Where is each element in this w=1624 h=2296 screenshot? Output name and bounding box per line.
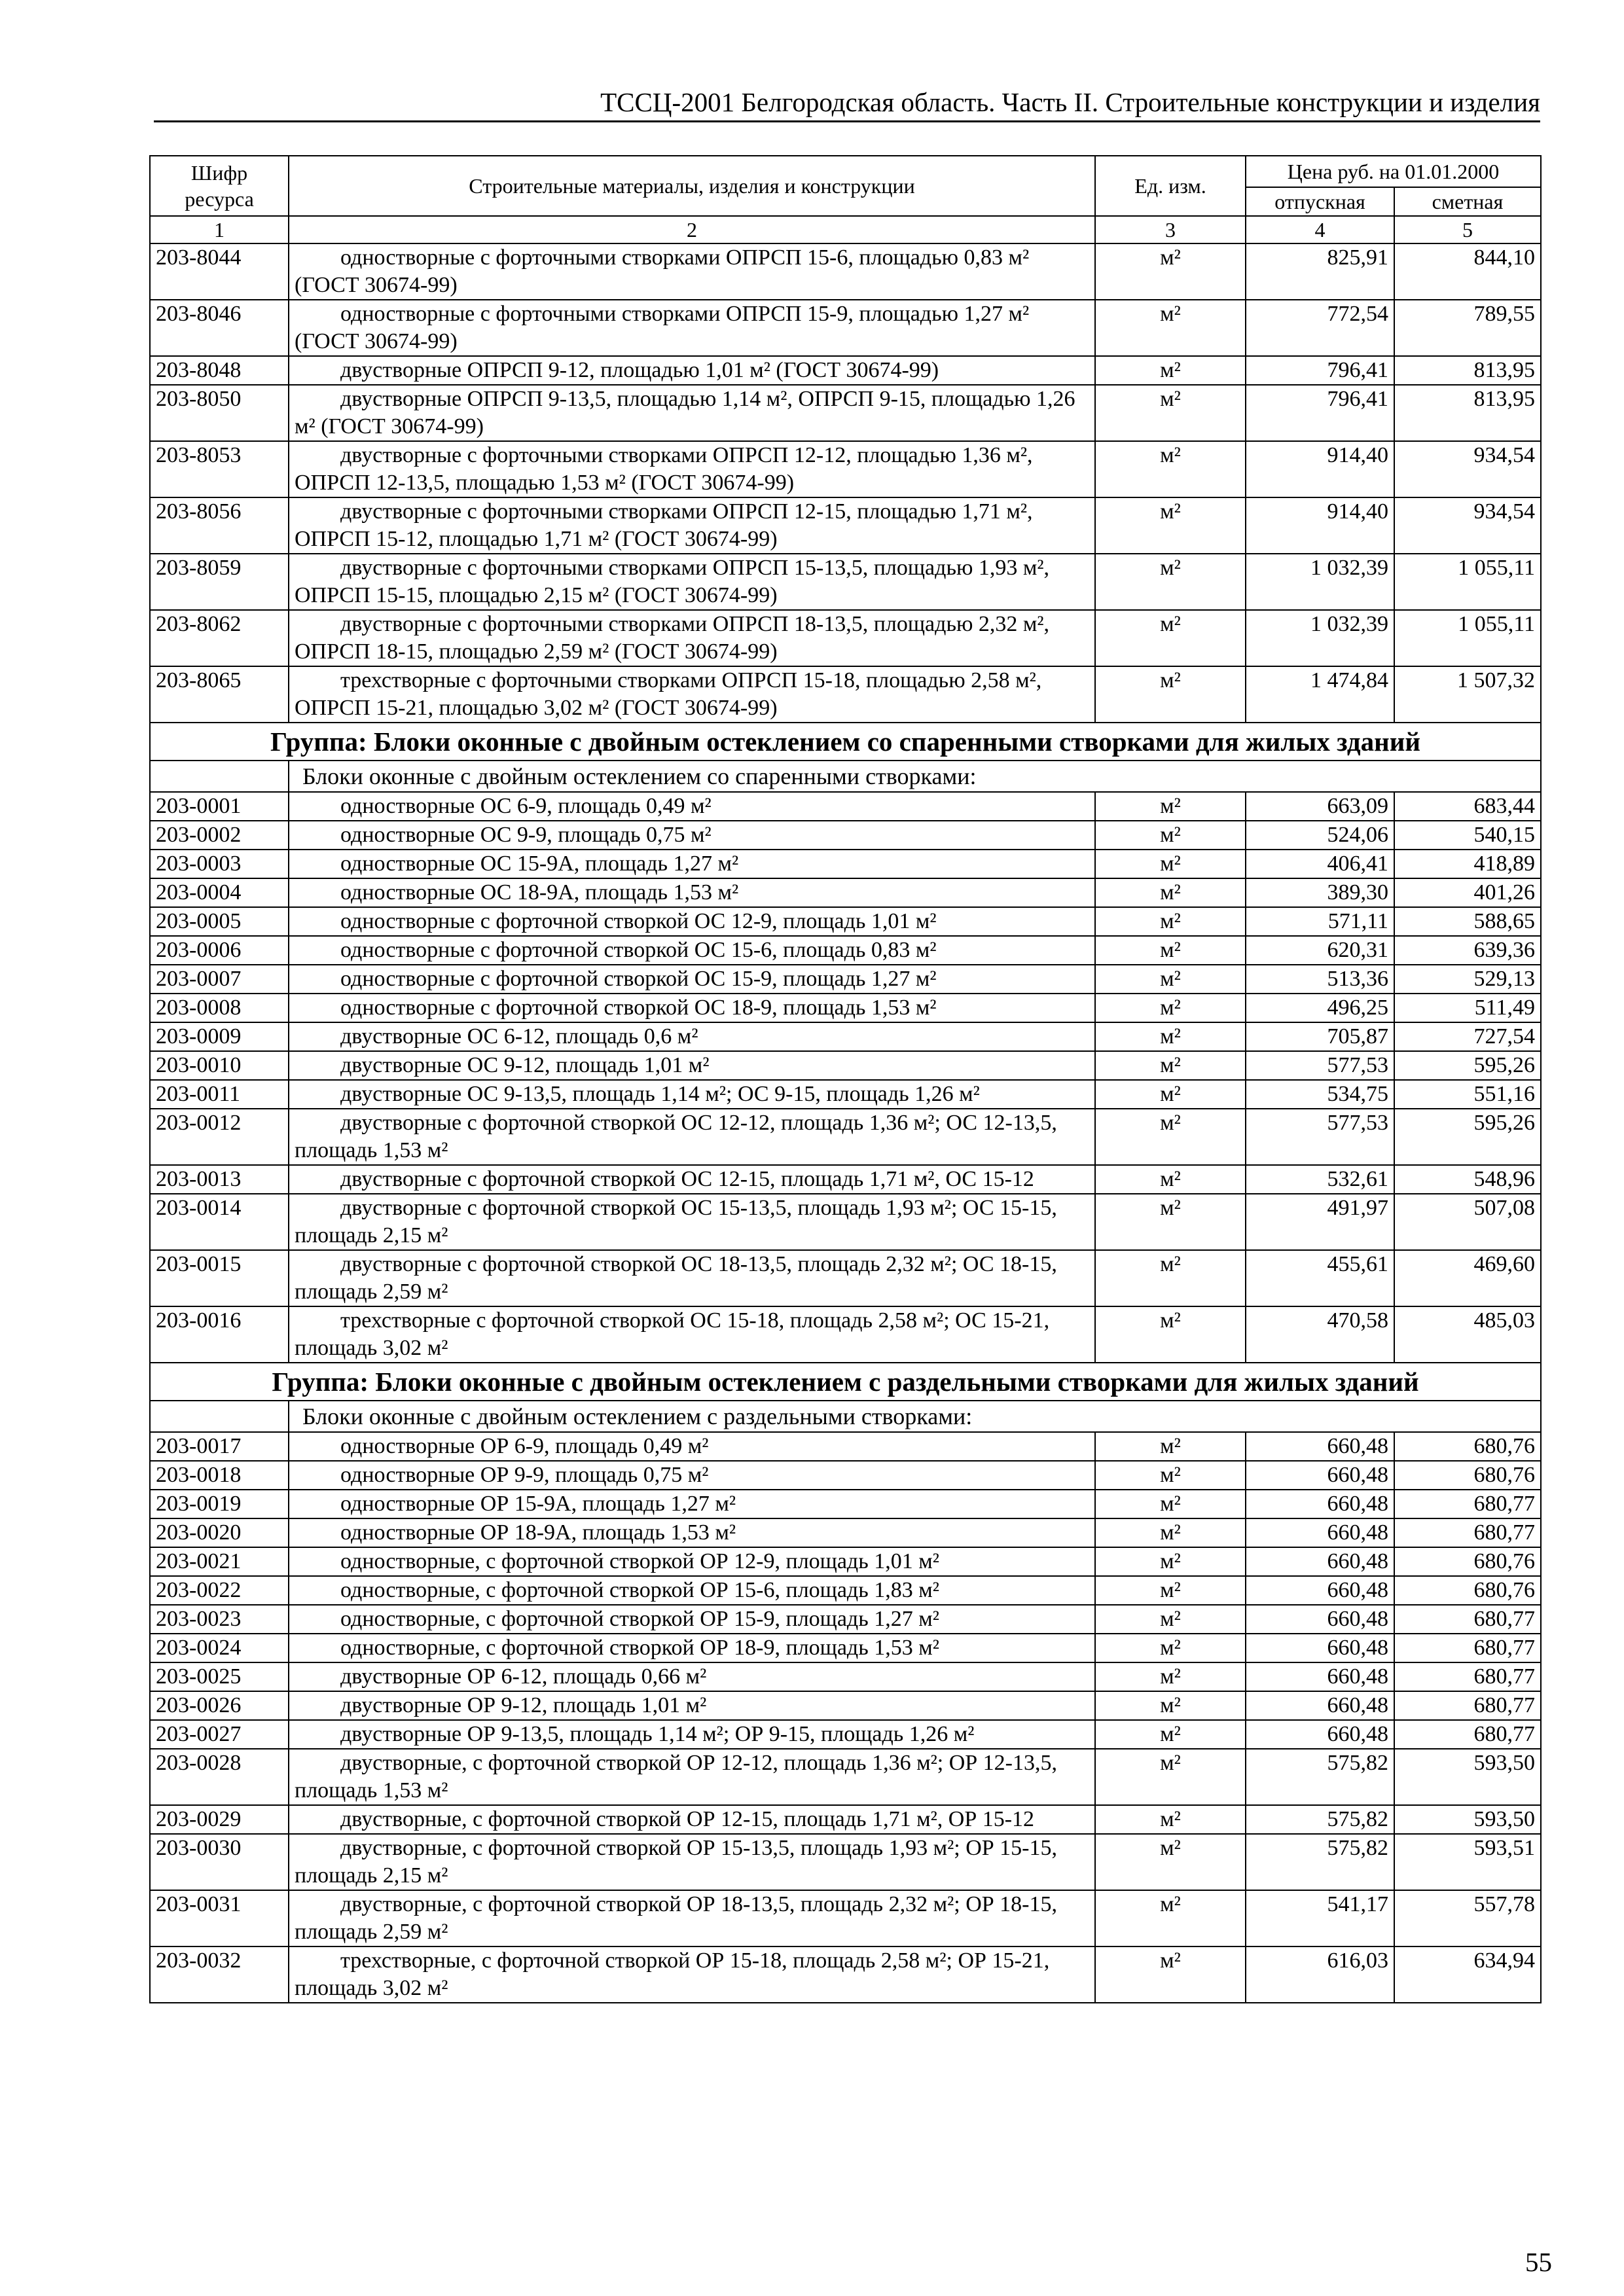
table-row [150,1306,1541,1363]
resource-code: 203-8065 [150,666,289,723]
estimate-price: 1 055,11 [1394,610,1541,666]
estimate-price: 844,10 [1394,243,1541,300]
material-name: одностворные ОР 6-9, площадь 0,49 м² [289,1432,1095,1461]
release-price: 914,40 [1246,441,1394,497]
group-heading-row [150,1363,1541,1401]
unit-of-measure: м² [1095,1634,1246,1662]
resource-code: 203-0020 [150,1518,289,1547]
unit-of-measure: м² [1095,300,1246,356]
estimate-price: 813,95 [1394,356,1541,385]
estimate-price: 418,89 [1394,850,1541,878]
resource-code: 203-0015 [150,1250,289,1306]
unit-of-measure: м² [1095,554,1246,610]
estimate-price: 540,15 [1394,821,1541,850]
estimate-price: 813,95 [1394,385,1541,441]
resource-code: 203-8050 [150,385,289,441]
estimate-price: 557,78 [1394,1890,1541,1946]
material-name: двустворные ОР 9-13,5, площадь 1,14 м²; ОР 9-15, площадь 1,26 м² [289,1720,1095,1749]
unit-of-measure: м² [1095,1946,1246,2003]
estimate-price: 680,77 [1394,1490,1541,1518]
unit-of-measure: м² [1095,1518,1246,1547]
estimate-price: 680,77 [1394,1518,1541,1547]
unit-of-measure: м² [1095,441,1246,497]
release-price: 1 032,39 [1246,554,1394,610]
header-col-number: 4 [1246,216,1394,243]
price-table [149,155,1542,2003]
table-row [150,792,1541,821]
table-row [150,1576,1541,1605]
material-name: одностворные ОС 6-9, площадь 0,49 м² [289,792,1095,821]
empty-cell [150,761,289,792]
table-row [150,821,1541,850]
resource-code: 203-0006 [150,936,289,965]
table-row [150,1022,1541,1051]
header-estimate: сметная [1394,187,1541,216]
unit-of-measure: м² [1095,610,1246,666]
release-price: 616,03 [1246,1946,1394,2003]
release-price: 577,53 [1246,1109,1394,1165]
release-price: 532,61 [1246,1165,1394,1194]
header-col-number: 2 [289,216,1095,243]
resource-code: 203-0029 [150,1805,289,1834]
resource-code: 203-0005 [150,907,289,936]
resource-code: 203-8046 [150,300,289,356]
material-name: двустворные, с форточной створкой ОР 18-13,5, площадь 2,32 м²; ОР 18-15, площадь 2,59 м² [289,1890,1095,1946]
material-name: одностворные с форточной створкой ОС 18-9, площадь 1,53 м² [289,994,1095,1022]
resource-code: 203-0024 [150,1634,289,1662]
release-price: 577,53 [1246,1051,1394,1080]
material-name: одностворные с форточной створкой ОС 12-9, площадь 1,01 м² [289,907,1095,936]
estimate-price: 680,76 [1394,1461,1541,1490]
release-price: 491,97 [1246,1194,1394,1250]
material-name: двустворные ОР 6-12, площадь 0,66 м² [289,1662,1095,1691]
release-price: 660,48 [1246,1518,1394,1547]
release-price: 796,41 [1246,356,1394,385]
material-name: одностворные с форточной створкой ОС 15-6, площадь 0,83 м² [289,936,1095,965]
estimate-price: 529,13 [1394,965,1541,994]
resource-code: 203-0031 [150,1890,289,1946]
resource-code: 203-0021 [150,1547,289,1576]
estimate-price: 551,16 [1394,1080,1541,1109]
resource-code: 203-0001 [150,792,289,821]
table-row [150,994,1541,1022]
table-row [150,243,1541,300]
material-name: двустворные ОПРСП 9-12, площадью 1,01 м² (ГОСТ 30674-99) [289,356,1095,385]
material-name: двустворные, с форточной створкой ОР 12-15, площадь 1,71 м², ОР 15-12 [289,1805,1095,1834]
material-name: двустворные с форточными створками ОПРСП 12-15, площадью 1,71 м², ОПРСП 15-12, площадью 1,71 м² (ГОСТ 30674-99) [289,497,1095,554]
estimate-price: 680,77 [1394,1634,1541,1662]
release-price: 705,87 [1246,1022,1394,1051]
material-name: двустворные с форточной створкой ОС 12-12, площадь 1,36 м²; ОС 12-13,5, площадь 1,53 м² [289,1109,1095,1165]
table-row [150,300,1541,356]
table-row [150,1605,1541,1634]
material-name: одностворные, с форточной створкой ОР 15-6, площадь 1,83 м² [289,1576,1095,1605]
table-row [150,1518,1541,1547]
material-name: двустворные, с форточной створкой ОР 12-12, площадь 1,36 м²; ОР 12-13,5, площадь 1,53 м² [289,1749,1095,1805]
table-body-group-1 [150,792,1541,1363]
estimate-price: 401,26 [1394,878,1541,907]
estimate-price: 511,49 [1394,994,1541,1022]
resource-code: 203-0018 [150,1461,289,1490]
resource-code: 203-0030 [150,1834,289,1890]
resource-code: 203-8044 [150,243,289,300]
unit-of-measure: м² [1095,243,1246,300]
unit-of-measure: м² [1095,878,1246,907]
release-price: 496,25 [1246,994,1394,1022]
unit-of-measure: м² [1095,1691,1246,1720]
material-name: одностворные с форточными створками ОПРСП 15-9, площадью 1,27 м² (ГОСТ 30674-99) [289,300,1095,356]
group-heading-row [150,723,1541,761]
release-price: 571,11 [1246,907,1394,936]
resource-code: 203-0019 [150,1490,289,1518]
resource-code: 203-0009 [150,1022,289,1051]
estimate-price: 485,03 [1394,1306,1541,1363]
resource-code: 203-8053 [150,441,289,497]
unit-of-measure: м² [1095,1720,1246,1749]
release-price: 660,48 [1246,1662,1394,1691]
table-row [150,356,1541,385]
unit-of-measure: м² [1095,1890,1246,1946]
table-row [150,1194,1541,1250]
release-price: 575,82 [1246,1805,1394,1834]
unit-of-measure: м² [1095,1109,1246,1165]
estimate-price: 1 507,32 [1394,666,1541,723]
material-name: одностворные ОР 18-9А, площадь 1,53 м² [289,1518,1095,1547]
estimate-price: 469,60 [1394,1250,1541,1306]
release-price: 660,48 [1246,1490,1394,1518]
release-price: 660,48 [1246,1547,1394,1576]
release-price: 470,58 [1246,1306,1394,1363]
table-body-top [150,243,1541,723]
header-release: отпускная [1246,187,1394,216]
release-price: 1 032,39 [1246,610,1394,666]
estimate-price: 1 055,11 [1394,554,1541,610]
release-price: 389,30 [1246,878,1394,907]
unit-of-measure: м² [1095,965,1246,994]
unit-of-measure: м² [1095,1576,1246,1605]
release-price: 772,54 [1246,300,1394,356]
table-row [150,1691,1541,1720]
material-name: одностворные с форточными створками ОПРСП 15-6, площадью 0,83 м² (ГОСТ 30674-99) [289,243,1095,300]
material-name: одностворные ОР 15-9А, площадь 1,27 м² [289,1490,1095,1518]
unit-of-measure: м² [1095,385,1246,441]
material-name: одностворные ОР 9-9, площадь 0,75 м² [289,1461,1095,1490]
unit-of-measure: м² [1095,1805,1246,1834]
estimate-price: 588,65 [1394,907,1541,936]
resource-code: 203-0008 [150,994,289,1022]
table-row [150,878,1541,907]
release-price: 660,48 [1246,1634,1394,1662]
resource-code: 203-0003 [150,850,289,878]
table-row [150,610,1541,666]
table-row [150,385,1541,441]
estimate-price: 934,54 [1394,497,1541,554]
estimate-price: 507,08 [1394,1194,1541,1250]
unit-of-measure: м² [1095,850,1246,878]
unit-of-measure: м² [1095,1834,1246,1890]
table-row [150,1432,1541,1461]
table-row [150,1749,1541,1805]
release-price: 455,61 [1246,1250,1394,1306]
material-name: трехстворные с форточными створками ОПРСП 15-18, площадью 2,58 м², ОПРСП 15-21, площадью 3,02 м² (ГОСТ 30674-99) [289,666,1095,723]
empty-cell [150,1401,289,1432]
resource-code: 203-0027 [150,1720,289,1749]
material-name: двустворные ОС 6-12, площадь 0,6 м² [289,1022,1095,1051]
material-name: двустворные с форточными створками ОПРСП 15-13,5, площадью 1,93 м², ОПРСП 15-15, площадью 2,15 м² (ГОСТ 30674-99) [289,554,1095,610]
estimate-price: 683,44 [1394,792,1541,821]
estimate-price: 680,76 [1394,1432,1541,1461]
unit-of-measure: м² [1095,666,1246,723]
resource-code: 203-0011 [150,1080,289,1109]
material-name: двустворные ОС 9-12, площадь 1,01 м² [289,1051,1095,1080]
material-name: одностворные, с форточной створкой ОР 18-9, площадь 1,53 м² [289,1634,1095,1662]
running-head: ТССЦ-2001 Белгородская область. Часть II. Строительные конструкции и изделия [154,86,1540,122]
table-row [150,1547,1541,1576]
material-name: трехстворные, с форточной створкой ОР 15-18, площадь 2,58 м²; ОР 15-21, площадь 3,02 м² [289,1946,1095,2003]
material-name: двустворные ОПРСП 9-13,5, площадью 1,14 м², ОПРСП 9-15, площадью 1,26 м² (ГОСТ 30674-99) [289,385,1095,441]
release-price: 660,48 [1246,1461,1394,1490]
material-name: одностворные ОС 18-9А, площадь 1,53 м² [289,878,1095,907]
unit-of-measure: м² [1095,1461,1246,1490]
material-name: одностворные, с форточной створкой ОР 15-9, площадь 1,27 м² [289,1605,1095,1634]
header-col-number: 3 [1095,216,1246,243]
unit-of-measure: м² [1095,497,1246,554]
unit-of-measure: м² [1095,1749,1246,1805]
header-col-number: 1 [150,216,289,243]
estimate-price: 639,36 [1394,936,1541,965]
header-col-number: 5 [1394,216,1541,243]
resource-code: 203-0012 [150,1109,289,1165]
table-body-group-2 [150,1432,1541,2003]
release-price: 575,82 [1246,1749,1394,1805]
material-name: двустворные с форточной створкой ОС 12-15, площадь 1,71 м², ОС 15-12 [289,1165,1095,1194]
resource-code: 203-0026 [150,1691,289,1720]
unit-of-measure: м² [1095,907,1246,936]
material-name: двустворные с форточной створкой ОС 18-13,5, площадь 2,32 м²; ОС 18-15, площадь 2,59 м² [289,1250,1095,1306]
unit-of-measure: м² [1095,1250,1246,1306]
material-name: одностворные, с форточной створкой ОР 12-9, площадь 1,01 м² [289,1547,1095,1576]
unit-of-measure: м² [1095,1662,1246,1691]
resource-code: 203-8062 [150,610,289,666]
release-price: 541,17 [1246,1890,1394,1946]
release-price: 534,75 [1246,1080,1394,1109]
estimate-price: 595,26 [1394,1109,1541,1165]
subheading-row [150,761,1541,792]
table-row [150,666,1541,723]
release-price: 660,48 [1246,1605,1394,1634]
unit-of-measure: м² [1095,1605,1246,1634]
resource-code: 203-8048 [150,356,289,385]
unit-of-measure: м² [1095,936,1246,965]
unit-of-measure: м² [1095,356,1246,385]
material-name: двустворные ОС 9-13,5, площадь 1,14 м²; ОС 9-15, площадь 1,26 м² [289,1080,1095,1109]
unit-of-measure: м² [1095,1080,1246,1109]
header-name: Строительные материалы, изделия и конструкции [289,156,1095,216]
table-header [150,156,1541,243]
release-price: 524,06 [1246,821,1394,850]
unit-of-measure: м² [1095,994,1246,1022]
page-number: 55 [1525,2247,1552,2277]
estimate-price: 593,50 [1394,1749,1541,1805]
unit-of-measure: м² [1095,1194,1246,1250]
material-name: двустворные с форточными створками ОПРСП 12-12, площадью 1,36 м², ОПРСП 12-13,5, площадью 1,53 м² (ГОСТ 30674-99) [289,441,1095,497]
table-row [150,497,1541,554]
table-row [150,1461,1541,1490]
table-row [150,1109,1541,1165]
group-title: Группа: Блоки оконные с двойным остеклением со спаренными створками для жилых зданий [150,723,1541,761]
resource-code: 203-0013 [150,1165,289,1194]
resource-code: 203-0023 [150,1605,289,1634]
estimate-price: 680,77 [1394,1605,1541,1634]
estimate-price: 934,54 [1394,441,1541,497]
estimate-price: 789,55 [1394,300,1541,356]
group-subheading: Блоки оконные с двойным остеклением со спаренными створками: [289,761,1541,792]
resource-code: 203-0002 [150,821,289,850]
group-title: Группа: Блоки оконные с двойным остеклением с раздельными створками для жилых зданий [150,1363,1541,1401]
resource-code: 203-0017 [150,1432,289,1461]
group-2 [150,1363,1541,1432]
resource-code: 203-0010 [150,1051,289,1080]
table-row [150,1634,1541,1662]
material-name: двустворные с форточной створкой ОС 15-13,5, площадь 1,93 м²; ОС 15-15, площадь 2,15 м² [289,1194,1095,1250]
resource-code: 203-0014 [150,1194,289,1250]
release-price: 825,91 [1246,243,1394,300]
table-row [150,1250,1541,1306]
unit-of-measure: м² [1095,1165,1246,1194]
table-row [150,1165,1541,1194]
estimate-price: 727,54 [1394,1022,1541,1051]
material-name: одностворные с форточной створкой ОС 15-9, площадь 1,27 м² [289,965,1095,994]
resource-code: 203-0025 [150,1662,289,1691]
table-row [150,936,1541,965]
unit-of-measure: м² [1095,1051,1246,1080]
table-row [150,907,1541,936]
resource-code: 203-0004 [150,878,289,907]
release-price: 914,40 [1246,497,1394,554]
unit-of-measure: м² [1095,1490,1246,1518]
material-name: трехстворные с форточной створкой ОС 15-18, площадь 2,58 м²; ОС 15-21, площадь 3,02 м² [289,1306,1095,1363]
release-price: 663,09 [1246,792,1394,821]
estimate-price: 634,94 [1394,1946,1541,2003]
estimate-price: 595,26 [1394,1051,1541,1080]
resource-code: 203-0022 [150,1576,289,1605]
table-row [150,1662,1541,1691]
resource-code: 203-8059 [150,554,289,610]
release-price: 575,82 [1246,1834,1394,1890]
release-price: 406,41 [1246,850,1394,878]
resource-code: 203-0032 [150,1946,289,2003]
table-row [150,554,1541,610]
resource-code: 203-8056 [150,497,289,554]
estimate-price: 593,50 [1394,1805,1541,1834]
table-row [150,965,1541,994]
release-price: 660,48 [1246,1691,1394,1720]
release-price: 660,48 [1246,1432,1394,1461]
resource-code: 203-0007 [150,965,289,994]
estimate-price: 548,96 [1394,1165,1541,1194]
table-row [150,1946,1541,2003]
estimate-price: 680,76 [1394,1547,1541,1576]
resource-code: 203-0028 [150,1749,289,1805]
release-price: 1 474,84 [1246,666,1394,723]
resource-code: 203-0016 [150,1306,289,1363]
subheading-row [150,1401,1541,1432]
table-row [150,1051,1541,1080]
group-subheading: Блоки оконные с двойным остеклением с раздельными створками: [289,1401,1541,1432]
header-unit: Ед. изм. [1095,156,1246,216]
unit-of-measure: м² [1095,792,1246,821]
material-name: двустворные ОР 9-12, площадь 1,01 м² [289,1691,1095,1720]
unit-of-measure: м² [1095,1432,1246,1461]
unit-of-measure: м² [1095,1547,1246,1576]
release-price: 513,36 [1246,965,1394,994]
table-row [150,1720,1541,1749]
release-price: 660,48 [1246,1576,1394,1605]
unit-of-measure: м² [1095,1022,1246,1051]
estimate-price: 680,77 [1394,1662,1541,1691]
estimate-price: 680,77 [1394,1720,1541,1749]
release-price: 620,31 [1246,936,1394,965]
unit-of-measure: м² [1095,1306,1246,1363]
material-name: одностворные ОС 15-9А, площадь 1,27 м² [289,850,1095,878]
release-price: 660,48 [1246,1720,1394,1749]
table-row [150,1490,1541,1518]
table-row [150,1834,1541,1890]
header-code: Шифр ресурса [150,156,289,216]
table-row [150,1080,1541,1109]
estimate-price: 593,51 [1394,1834,1541,1890]
table-row [150,1805,1541,1834]
estimate-price: 680,77 [1394,1691,1541,1720]
table-row [150,850,1541,878]
table-row [150,441,1541,497]
unit-of-measure: м² [1095,821,1246,850]
table-row [150,1890,1541,1946]
group-1 [150,723,1541,792]
material-name: одностворные ОС 9-9, площадь 0,75 м² [289,821,1095,850]
estimate-price: 680,76 [1394,1576,1541,1605]
material-name: двустворные с форточными створками ОПРСП 18-13,5, площадью 2,32 м², ОПРСП 18-15, площадью 2,59 м² (ГОСТ 30674-99) [289,610,1095,666]
material-name: двустворные, с форточной створкой ОР 15-13,5, площадь 1,93 м²; ОР 15-15, площадь 2,15 м² [289,1834,1095,1890]
header-price: Цена руб. на 01.01.2000 [1246,156,1541,187]
release-price: 796,41 [1246,385,1394,441]
